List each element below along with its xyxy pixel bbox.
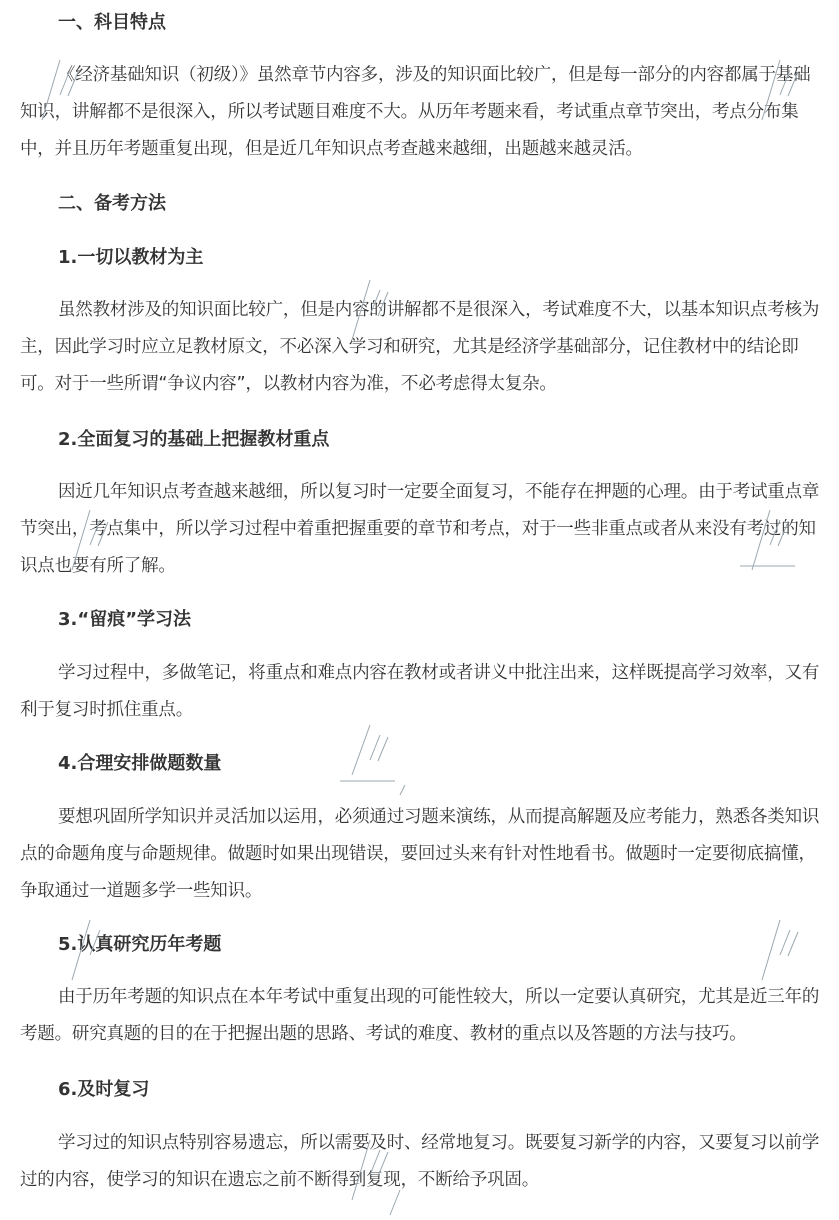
method-heading-4: 4.合理安排做题数量 bbox=[58, 753, 222, 774]
method-paragraph-2: 因近几年知识点考查越来越细，所以复习时一定要全面复习，不能存在押题的心理。由于考试重点章节突出，考点集中，所以学习过程中着重把握重要的章节和考点，对于一些非重点或者从来没有考过的知识点也要有所了解。 bbox=[20, 482, 820, 576]
method-paragraph-4: 要想巩固所学知识并灵活加以运用，必须通过习题来演练，从而提高解题及应考能力，熟悉各类知识点的命题角度与命题规律。做题时如果出现错误，要回过头来有针对性地看书。做题时一定要彻底搞懂，争取通过一道题多学一些知识。 bbox=[20, 807, 820, 901]
method-paragraph-3: 学习过程中，多做笔记，将重点和难点内容在教材或者讲义中批注出来，这样既提高学习效率，又有利于复习时抓住重点。 bbox=[20, 663, 820, 720]
paragraph-subject-features: 《经济基础知识（初级）》虽然章节内容多，涉及的知识面比较广，但是每一部分的内容都属于基础知识，讲解都不是很深入，所以考试题目难度不大。从历年考题来看，考试重点章节突出，考点分布集中，并且历年考题重复出现，但是近几年知识点考查越来越细，出题越来越灵活。 bbox=[20, 65, 811, 159]
method-heading-3: 3.“留痕”学习法 bbox=[58, 609, 192, 630]
method-paragraph-5: 由于历年考题的知识点在本年考试中重复出现的可能性较大，所以一定要认真研究，尤其是近三年的考题。研究真题的目的在于把握出题的思路、考试的难度、教材的重点以及答题的方法与技巧。 bbox=[20, 987, 820, 1044]
method-paragraph-1: 虽然教材涉及的知识面比较广，但是内容的讲解都不是很深入，考试难度不大，以基本知识点考核为主，因此学习时应立足教材原文，不必深入学习和研究，尤其是经济学基础部分，记住教材中的结论即可。对于一些所谓“争议内容”，以教材内容为准，不必考虑得太复杂。 bbox=[20, 300, 820, 394]
section-heading-study-methods: 二、备考方法 bbox=[58, 193, 166, 214]
watermark-stroke-icon bbox=[340, 725, 440, 795]
method-paragraph-6: 学习过的知识点特别容易遗忘，所以需要及时、经常地复习。既要复习新学的内容，又要复习以前学过的内容，使学习的知识在遗忘之前不断得到复现，不断给予巩固。 bbox=[20, 1133, 820, 1190]
section-heading-subject-features: 一、科目特点 bbox=[58, 12, 166, 33]
method-heading-5: 5.认真研究历年考题 bbox=[58, 934, 222, 955]
method-heading-1: 1.一切以教材为主 bbox=[58, 247, 204, 268]
method-heading-2: 2.全面复习的基础上把握教材重点 bbox=[58, 429, 330, 450]
method-heading-6: 6.及时复习 bbox=[58, 1079, 150, 1100]
